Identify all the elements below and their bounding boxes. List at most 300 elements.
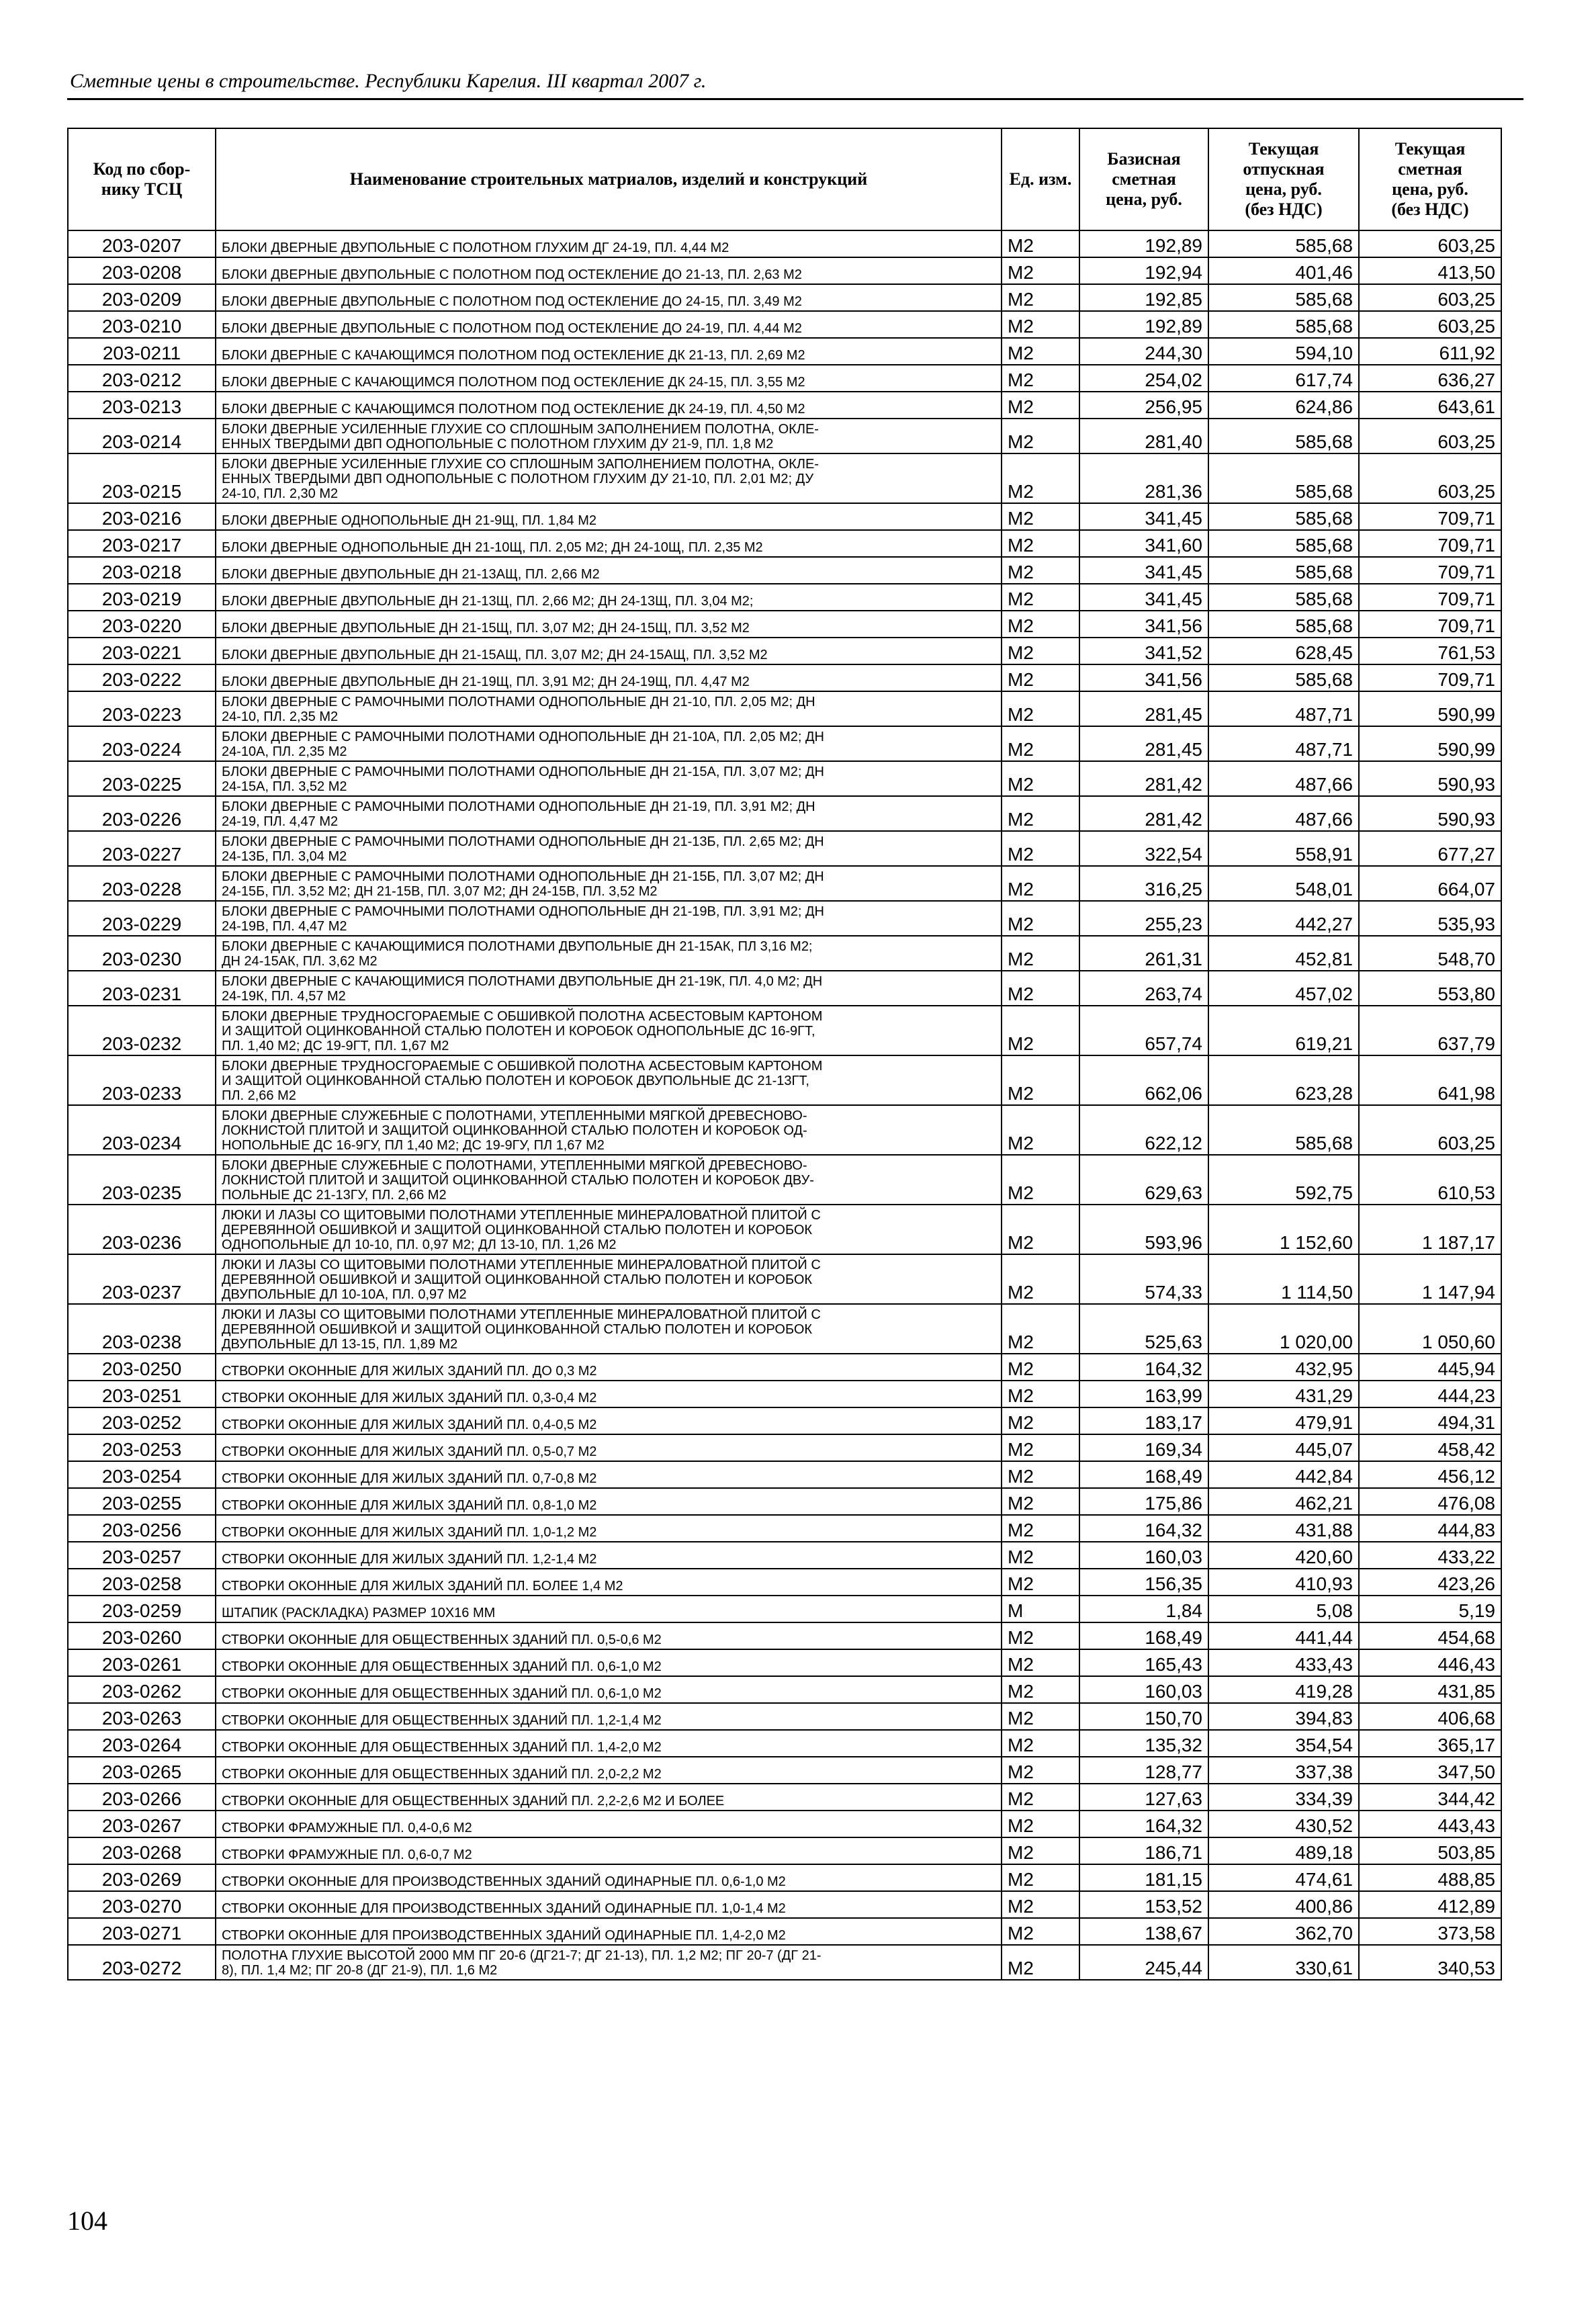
- table-row: [68, 1649, 1501, 1676]
- running-header: Сметные цены в строительстве. Республики Карелия. III квартал 2007 г.: [70, 70, 707, 92]
- table-row: [68, 1254, 1501, 1304]
- row-release-price: 585,68: [1208, 453, 1359, 503]
- row-unit: М2: [1002, 1105, 1079, 1155]
- row-name: ЛЮКИ И ЛАЗЫ СО ЩИТОВЫМИ ПОЛОТНАМИ УТЕПЛЕННЫЕ МИНЕРАЛОВАТНОЙ ПЛИТОЙ С ДЕРЕВЯННОЙ ОБШИВКОЙ И ЗАЩИТОЙ ОЦИНКОВАННОЙ СТАЛЬЮ ПОЛОТЕН И КОРОБОК ДВУПОЛЬНЫЕ ДЛ 13-15, ПЛ. 1,89 М2: [216, 1304, 1002, 1354]
- row-release-price: 619,21: [1208, 1006, 1359, 1055]
- row-unit: М2: [1002, 796, 1079, 831]
- row-name: БЛОКИ ДВЕРНЫЕ УСИЛЕННЫЕ ГЛУХИЕ СО СПЛОШНЫМ ЗАПОЛНЕНИЕМ ПОЛОТНА, ОКЛЕ- ЕННЫХ ТВЕРДЫМИ ДВП ОДНОПОЛЬНЫЕ С ПОЛОТНОМ ГЛУХИМ ДУ 21-9, ПЛ. 1,8 М2: [216, 419, 1002, 453]
- table-row: [68, 1205, 1501, 1254]
- table-row: [68, 901, 1501, 936]
- row-release-price: 420,60: [1208, 1542, 1359, 1569]
- row-name: БЛОКИ ДВЕРНЫЕ С КАЧАЮЩИМСЯ ПОЛОТНОМ ПОД ОСТЕКЛЕНИЕ ДК 24-15, ПЛ. 3,55 М2: [216, 365, 1002, 392]
- row-base-price: 138,67: [1079, 1918, 1208, 1945]
- row-name: СТВОРКИ ОКОННЫЕ ДЛЯ ПРОИЗВОДСТВЕННЫХ ЗДАНИЙ ОДИНАРНЫЕ ПЛ. 1,0-1,4 М2: [216, 1891, 1002, 1918]
- row-code: 203-0257: [68, 1542, 216, 1569]
- row-estimate-price: 553,80: [1359, 971, 1501, 1006]
- row-estimate-price: 423,26: [1359, 1569, 1501, 1596]
- row-code: 203-0234: [68, 1105, 216, 1155]
- row-name: СТВОРКИ ОКОННЫЕ ДЛЯ ЖИЛЫХ ЗДАНИЙ ПЛ. 0,8-1,0 М2: [216, 1488, 1002, 1515]
- row-code: 203-0269: [68, 1864, 216, 1891]
- table-row: [68, 365, 1501, 392]
- table-row: [68, 1461, 1501, 1488]
- row-unit: М2: [1002, 453, 1079, 503]
- row-estimate-price: 641,98: [1359, 1055, 1501, 1105]
- row-base-price: 281,42: [1079, 761, 1208, 796]
- row-base-price: 181,15: [1079, 1864, 1208, 1891]
- row-unit: М2: [1002, 419, 1079, 453]
- table-row: [68, 1354, 1501, 1381]
- row-unit: М2: [1002, 726, 1079, 761]
- row-release-price: 558,91: [1208, 831, 1359, 866]
- column-header-name: Наименование строительных матриалов, изделий и конструкций: [216, 128, 1002, 230]
- row-base-price: 622,12: [1079, 1105, 1208, 1155]
- row-estimate-price: 476,08: [1359, 1488, 1501, 1515]
- row-base-price: 163,99: [1079, 1381, 1208, 1407]
- row-release-price: 410,93: [1208, 1569, 1359, 1596]
- row-release-price: 585,68: [1208, 557, 1359, 584]
- row-unit: М2: [1002, 1434, 1079, 1461]
- row-release-price: 1 114,50: [1208, 1254, 1359, 1304]
- row-code: 203-0216: [68, 503, 216, 530]
- column-header-code: Код по сбор- нику ТСЦ: [68, 128, 216, 230]
- row-name: БЛОКИ ДВЕРНЫЕ СЛУЖЕБНЫЕ С ПОЛОТНАМИ, УТЕПЛЕННЫМИ МЯГКОЙ ДРЕВЕСНОВО- ЛОКНИСТОЙ ПЛИТОЙ И ЗАЩИТОЙ ОЦИНКОВАННОЙ СТАЛЬЮ ПОЛОТЕН И КОРОБОК ОД- НОПОЛЬНЫЕ ДС 16-9ГУ, ПЛ 1,40 М2; ДС 19-9ГУ, ПЛ 1,67 М2: [216, 1105, 1002, 1155]
- table-row: [68, 1434, 1501, 1461]
- row-release-price: 354,54: [1208, 1730, 1359, 1757]
- table-row: [68, 1407, 1501, 1434]
- row-code: 203-0271: [68, 1918, 216, 1945]
- row-release-price: 585,68: [1208, 419, 1359, 453]
- row-release-price: 432,95: [1208, 1354, 1359, 1381]
- row-unit: М2: [1002, 1055, 1079, 1105]
- row-base-price: 341,45: [1079, 503, 1208, 530]
- row-base-price: 150,70: [1079, 1703, 1208, 1730]
- row-base-price: 341,56: [1079, 611, 1208, 638]
- row-base-price: 164,32: [1079, 1354, 1208, 1381]
- row-release-price: 489,18: [1208, 1837, 1359, 1864]
- row-unit: М2: [1002, 1515, 1079, 1542]
- row-release-price: 585,68: [1208, 611, 1359, 638]
- row-base-price: 160,03: [1079, 1542, 1208, 1569]
- row-estimate-price: 446,43: [1359, 1649, 1501, 1676]
- table-row: [68, 1945, 1501, 1980]
- row-release-price: 401,46: [1208, 257, 1359, 284]
- row-base-price: 261,31: [1079, 936, 1208, 971]
- row-estimate-price: 5,19: [1359, 1596, 1501, 1622]
- table-row: [68, 1730, 1501, 1757]
- table-row: [68, 1055, 1501, 1105]
- row-name: БЛОКИ ДВЕРНЫЕ ДВУПОЛЬНЫЕ ДН 21-13Щ, ПЛ. 2,66 М2; ДН 24-13Щ, ПЛ. 3,04 М2;: [216, 584, 1002, 611]
- table-row: [68, 503, 1501, 530]
- row-estimate-price: 709,71: [1359, 584, 1501, 611]
- row-base-price: 281,40: [1079, 419, 1208, 453]
- row-estimate-price: 1 187,17: [1359, 1205, 1501, 1254]
- row-release-price: 337,38: [1208, 1757, 1359, 1784]
- row-unit: М2: [1002, 1676, 1079, 1703]
- table-row: [68, 726, 1501, 761]
- row-name: СТВОРКИ ОКОННЫЕ ДЛЯ ОБЩЕСТВЕННЫХ ЗДАНИЙ ПЛ. 1,4-2,0 М2: [216, 1730, 1002, 1757]
- row-release-price: 585,68: [1208, 530, 1359, 557]
- row-name: БЛОКИ ДВЕРНЫЕ ДВУПОЛЬНЫЕ С ПОЛОТНОМ ПОД ОСТЕКЛЕНИЕ ДО 21-13, ПЛ. 2,63 М2: [216, 257, 1002, 284]
- row-name: БЛОКИ ДВЕРНЫЕ ДВУПОЛЬНЫЕ ДН 21-13АЩ, ПЛ. 2,66 М2: [216, 557, 1002, 584]
- row-base-price: 574,33: [1079, 1254, 1208, 1304]
- table-header-row: [68, 128, 1501, 230]
- row-unit: М2: [1002, 611, 1079, 638]
- table-row: [68, 664, 1501, 691]
- row-code: 203-0214: [68, 419, 216, 453]
- row-estimate-price: 373,58: [1359, 1918, 1501, 1945]
- row-base-price: 183,17: [1079, 1407, 1208, 1434]
- row-unit: М2: [1002, 1006, 1079, 1055]
- row-release-price: 462,21: [1208, 1488, 1359, 1515]
- row-unit: М2: [1002, 1891, 1079, 1918]
- row-name: СТВОРКИ ОКОННЫЕ ДЛЯ ЖИЛЫХ ЗДАНИЙ ПЛ. 0,4-0,5 М2: [216, 1407, 1002, 1434]
- row-release-price: 430,52: [1208, 1811, 1359, 1837]
- row-base-price: 322,54: [1079, 831, 1208, 866]
- row-base-price: 281,42: [1079, 796, 1208, 831]
- table-row: [68, 1569, 1501, 1596]
- row-estimate-price: 458,42: [1359, 1434, 1501, 1461]
- row-unit: М2: [1002, 1649, 1079, 1676]
- table-row: [68, 338, 1501, 365]
- row-release-price: 474,61: [1208, 1864, 1359, 1891]
- table-row: [68, 1105, 1501, 1155]
- row-release-price: 441,44: [1208, 1622, 1359, 1649]
- row-code: 203-0225: [68, 761, 216, 796]
- row-unit: М2: [1002, 1703, 1079, 1730]
- row-code: 203-0209: [68, 284, 216, 311]
- row-base-price: 168,49: [1079, 1622, 1208, 1649]
- row-estimate-price: 347,50: [1359, 1757, 1501, 1784]
- row-release-price: 487,71: [1208, 691, 1359, 726]
- row-unit: М2: [1002, 1784, 1079, 1811]
- row-name: СТВОРКИ ОКОННЫЕ ДЛЯ ОБЩЕСТВЕННЫХ ЗДАНИЙ ПЛ. 0,6-1,0 М2: [216, 1649, 1002, 1676]
- row-estimate-price: 340,53: [1359, 1945, 1501, 1980]
- row-release-price: 5,08: [1208, 1596, 1359, 1622]
- row-code: 203-0266: [68, 1784, 216, 1811]
- row-estimate-price: 643,61: [1359, 392, 1501, 419]
- row-estimate-price: 535,93: [1359, 901, 1501, 936]
- row-estimate-price: 454,68: [1359, 1622, 1501, 1649]
- row-name: БЛОКИ ДВЕРНЫЕ С КАЧАЮЩИМСЯ ПОЛОТНОМ ПОД ОСТЕКЛЕНИЕ ДК 21-13, ПЛ. 2,69 М2: [216, 338, 1002, 365]
- row-code: 203-0218: [68, 557, 216, 584]
- row-code: 203-0261: [68, 1649, 216, 1676]
- row-code: 203-0228: [68, 866, 216, 901]
- row-estimate-price: 603,25: [1359, 284, 1501, 311]
- row-estimate-price: 590,99: [1359, 726, 1501, 761]
- row-release-price: 585,68: [1208, 1105, 1359, 1155]
- row-unit: М2: [1002, 1622, 1079, 1649]
- row-unit: М2: [1002, 1381, 1079, 1407]
- row-name: СТВОРКИ ОКОННЫЕ ДЛЯ ЖИЛЫХ ЗДАНИЙ ПЛ. 1,0-1,2 М2: [216, 1515, 1002, 1542]
- row-unit: М2: [1002, 392, 1079, 419]
- row-estimate-price: 709,71: [1359, 503, 1501, 530]
- row-estimate-price: 1 147,94: [1359, 1254, 1501, 1304]
- table-row: [68, 584, 1501, 611]
- row-release-price: 445,07: [1208, 1434, 1359, 1461]
- row-unit: М2: [1002, 1155, 1079, 1205]
- row-estimate-price: 709,71: [1359, 664, 1501, 691]
- row-base-price: 156,35: [1079, 1569, 1208, 1596]
- row-unit: М2: [1002, 257, 1079, 284]
- row-unit: М2: [1002, 530, 1079, 557]
- row-unit: М2: [1002, 936, 1079, 971]
- header-rule: [67, 98, 1523, 100]
- row-name: БЛОКИ ДВЕРНЫЕ УСИЛЕННЫЕ ГЛУХИЕ СО СПЛОШНЫМ ЗАПОЛНЕНИЕМ ПОЛОТНА, ОКЛЕ- ЕННЫХ ТВЕРДЫМИ ДВП ОДНОПОЛЬНЫЕ С ПОЛОТНОМ ГЛУХИМ ДУ 21-10, ПЛ. 2,01 М2; ДУ 24-10, ПЛ. 2,30 М2: [216, 453, 1002, 503]
- row-release-price: 592,75: [1208, 1155, 1359, 1205]
- row-estimate-price: 412,89: [1359, 1891, 1501, 1918]
- row-release-price: 452,81: [1208, 936, 1359, 971]
- row-code: 203-0231: [68, 971, 216, 1006]
- row-base-price: 341,45: [1079, 584, 1208, 611]
- row-code: 203-0229: [68, 901, 216, 936]
- row-unit: М2: [1002, 230, 1079, 257]
- row-unit: М2: [1002, 638, 1079, 664]
- row-estimate-price: 433,22: [1359, 1542, 1501, 1569]
- row-release-price: 585,68: [1208, 503, 1359, 530]
- row-estimate-price: 611,92: [1359, 338, 1501, 365]
- row-release-price: 431,29: [1208, 1381, 1359, 1407]
- row-release-price: 330,61: [1208, 1945, 1359, 1980]
- row-estimate-price: 494,31: [1359, 1407, 1501, 1434]
- table-row: [68, 1864, 1501, 1891]
- row-unit: М2: [1002, 557, 1079, 584]
- row-name: БЛОКИ ДВЕРНЫЕ С КАЧАЮЩИМСЯ ПОЛОТНОМ ПОД ОСТЕКЛЕНИЕ ДК 24-19, ПЛ. 4,50 М2: [216, 392, 1002, 419]
- table-row: [68, 1515, 1501, 1542]
- row-estimate-price: 664,07: [1359, 866, 1501, 901]
- row-unit: М2: [1002, 284, 1079, 311]
- column-header-estimate-price: Текущая сметная цена, руб. (без НДС): [1359, 128, 1501, 230]
- row-code: 203-0233: [68, 1055, 216, 1105]
- row-name: ЛЮКИ И ЛАЗЫ СО ЩИТОВЫМИ ПОЛОТНАМИ УТЕПЛЕННЫЕ МИНЕРАЛОВАТНОЙ ПЛИТОЙ С ДЕРЕВЯННОЙ ОБШИВКОЙ И ЗАЩИТОЙ ОЦИНКОВАННОЙ СТАЛЬЮ ПОЛОТЕН И КОРОБОК ОДНОПОЛЬНЫЕ ДЛ 10-10, ПЛ. 0,97 М2; ДЛ 13-10, ПЛ. 1,26 М2: [216, 1205, 1002, 1254]
- row-code: 203-0260: [68, 1622, 216, 1649]
- row-estimate-price: 761,53: [1359, 638, 1501, 664]
- row-unit: М2: [1002, 1254, 1079, 1304]
- row-estimate-price: 548,70: [1359, 936, 1501, 971]
- row-unit: М2: [1002, 1461, 1079, 1488]
- row-base-price: 1,84: [1079, 1596, 1208, 1622]
- row-estimate-price: 444,83: [1359, 1515, 1501, 1542]
- row-name: СТВОРКИ ОКОННЫЕ ДЛЯ ОБЩЕСТВЕННЫХ ЗДАНИЙ ПЛ. 2,0-2,2 М2: [216, 1757, 1002, 1784]
- row-base-price: 341,60: [1079, 530, 1208, 557]
- row-base-price: 341,56: [1079, 664, 1208, 691]
- row-name: БЛОКИ ДВЕРНЫЕ ДВУПОЛЬНЫЕ С ПОЛОТНОМ ПОД ОСТЕКЛЕНИЕ ДО 24-15, ПЛ. 3,49 М2: [216, 284, 1002, 311]
- row-code: 203-0264: [68, 1730, 216, 1757]
- row-name: СТВОРКИ ФРАМУЖНЫЕ ПЛ. 0,6-0,7 М2: [216, 1837, 1002, 1864]
- row-release-price: 624,86: [1208, 392, 1359, 419]
- row-name: БЛОКИ ДВЕРНЫЕ С РАМОЧНЫМИ ПОЛОТНАМИ ОДНОПОЛЬНЫЕ ДН 21-10, ПЛ. 2,05 М2; ДН 24-10, ПЛ. 2,35 М2: [216, 691, 1002, 726]
- row-unit: М2: [1002, 664, 1079, 691]
- table-row: [68, 453, 1501, 503]
- row-base-price: 341,52: [1079, 638, 1208, 664]
- row-name: СТВОРКИ ОКОННЫЕ ДЛЯ ОБЩЕСТВЕННЫХ ЗДАНИЙ ПЛ. 0,6-1,0 М2: [216, 1676, 1002, 1703]
- row-name: БЛОКИ ДВЕРНЫЕ С КАЧАЮЩИМИСЯ ПОЛОТНАМИ ДВУПОЛЬНЫЕ ДН 21-19К, ПЛ. 4,0 М2; ДН 24-19К, ПЛ. 4,57 М2: [216, 971, 1002, 1006]
- row-code: 203-0270: [68, 1891, 216, 1918]
- row-estimate-price: 636,27: [1359, 365, 1501, 392]
- row-estimate-price: 488,85: [1359, 1864, 1501, 1891]
- table-row: [68, 1918, 1501, 1945]
- row-unit: М2: [1002, 1205, 1079, 1254]
- row-code: 203-0208: [68, 257, 216, 284]
- row-code: 203-0237: [68, 1254, 216, 1304]
- row-estimate-price: 603,25: [1359, 419, 1501, 453]
- row-name: СТВОРКИ ОКОННЫЕ ДЛЯ ЖИЛЫХ ЗДАНИЙ ПЛ. БОЛЕЕ 1,4 М2: [216, 1569, 1002, 1596]
- row-estimate-price: 603,25: [1359, 453, 1501, 503]
- row-code: 203-0268: [68, 1837, 216, 1864]
- row-name: ЛЮКИ И ЛАЗЫ СО ЩИТОВЫМИ ПОЛОТНАМИ УТЕПЛЕННЫЕ МИНЕРАЛОВАТНОЙ ПЛИТОЙ С ДЕРЕВЯННОЙ ОБШИВКОЙ И ЗАЩИТОЙ ОЦИНКОВАННОЙ СТАЛЬЮ ПОЛОТЕН И КОРОБОК ДВУПОЛЬНЫЕ ДЛ 10-10А, ПЛ. 0,97 М2: [216, 1254, 1002, 1304]
- row-estimate-price: 603,25: [1359, 230, 1501, 257]
- row-name: СТВОРКИ ОКОННЫЕ ДЛЯ ЖИЛЫХ ЗДАНИЙ ПЛ. 0,5-0,7 М2: [216, 1434, 1002, 1461]
- table-row: [68, 1757, 1501, 1784]
- row-name: БЛОКИ ДВЕРНЫЕ С РАМОЧНЫМИ ПОЛОТНАМИ ОДНОПОЛЬНЫЕ ДН 21-15Б, ПЛ. 3,07 М2; ДН 24-15Б, ПЛ. 3,52 М2; ДН 21-15В, ПЛ. 3,07 М2; ДН 24-15В, ПЛ. 3,52 М2: [216, 866, 1002, 901]
- row-estimate-price: 637,79: [1359, 1006, 1501, 1055]
- row-unit: М2: [1002, 1918, 1079, 1945]
- row-name: БЛОКИ ДВЕРНЫЕ ОДНОПОЛЬНЫЕ ДН 21-9Щ, ПЛ. 1,84 М2: [216, 503, 1002, 530]
- row-base-price: 256,95: [1079, 392, 1208, 419]
- row-code: 203-0220: [68, 611, 216, 638]
- table-row: [68, 1676, 1501, 1703]
- row-release-price: 585,68: [1208, 664, 1359, 691]
- row-unit: М2: [1002, 971, 1079, 1006]
- table-row: [68, 611, 1501, 638]
- row-name: БЛОКИ ДВЕРНЫЕ ДВУПОЛЬНЫЕ С ПОЛОТНОМ ГЛУХИМ ДГ 24-19, ПЛ. 4,44 М2: [216, 230, 1002, 257]
- row-code: 203-0211: [68, 338, 216, 365]
- row-name: БЛОКИ ДВЕРНЫЕ ТРУДНОСГОРАЕМЫЕ С ОБШИВКОЙ ПОЛОТНА АСБЕСТОВЫМ КАРТОНОМ И ЗАЩИТОЙ ОЦИНКОВАННОЙ СТАЛЬЮ ПОЛОТЕН И КОРОБОК ДВУПОЛЬНЫЕ ДС 21-13ГТ, ПЛ. 2,66 М2: [216, 1055, 1002, 1105]
- row-name: БЛОКИ ДВЕРНЫЕ С РАМОЧНЫМИ ПОЛОТНАМИ ОДНОПОЛЬНЫЕ ДН 21-19, ПЛ. 3,91 М2; ДН 24-19, ПЛ. 4,47 М2: [216, 796, 1002, 831]
- row-unit: М2: [1002, 1569, 1079, 1596]
- row-base-price: 175,86: [1079, 1488, 1208, 1515]
- row-code: 203-0251: [68, 1381, 216, 1407]
- table-row: [68, 1703, 1501, 1730]
- row-release-price: 394,83: [1208, 1703, 1359, 1730]
- table-body: [68, 230, 1501, 1980]
- row-base-price: 192,89: [1079, 311, 1208, 338]
- row-code: 203-0221: [68, 638, 216, 664]
- row-release-price: 442,27: [1208, 901, 1359, 936]
- column-header-base-price: Базисная сметная цена, руб.: [1079, 128, 1208, 230]
- row-unit: М2: [1002, 866, 1079, 901]
- table-row: [68, 1596, 1501, 1622]
- row-code: 203-0252: [68, 1407, 216, 1434]
- row-release-price: 1 020,00: [1208, 1304, 1359, 1354]
- row-release-price: 362,70: [1208, 1918, 1359, 1945]
- row-name: СТВОРКИ ОКОННЫЕ ДЛЯ ПРОИЗВОДСТВЕННЫХ ЗДАНИЙ ОДИНАРНЫЕ ПЛ. 0,6-1,0 М2: [216, 1864, 1002, 1891]
- row-base-price: 525,63: [1079, 1304, 1208, 1354]
- row-base-price: 281,45: [1079, 691, 1208, 726]
- row-code: 203-0262: [68, 1676, 216, 1703]
- row-code: 203-0267: [68, 1811, 216, 1837]
- row-release-price: 585,68: [1208, 311, 1359, 338]
- row-release-price: 433,43: [1208, 1649, 1359, 1676]
- row-estimate-price: 709,71: [1359, 557, 1501, 584]
- row-name: СТВОРКИ ОКОННЫЕ ДЛЯ ЖИЛЫХ ЗДАНИЙ ПЛ. ДО 0,3 М2: [216, 1354, 1002, 1381]
- table-row: [68, 691, 1501, 726]
- row-release-price: 585,68: [1208, 230, 1359, 257]
- row-release-price: 487,66: [1208, 761, 1359, 796]
- row-estimate-price: 431,85: [1359, 1676, 1501, 1703]
- row-base-price: 153,52: [1079, 1891, 1208, 1918]
- row-estimate-price: 590,93: [1359, 796, 1501, 831]
- row-code: 203-0230: [68, 936, 216, 971]
- row-code: 203-0265: [68, 1757, 216, 1784]
- row-unit: М2: [1002, 365, 1079, 392]
- row-name: БЛОКИ ДВЕРНЫЕ ДВУПОЛЬНЫЕ ДН 21-19Щ, ПЛ. 3,91 М2; ДН 24-19Щ, ПЛ. 4,47 М2: [216, 664, 1002, 691]
- row-unit: М2: [1002, 1864, 1079, 1891]
- row-code: 203-0238: [68, 1304, 216, 1354]
- row-code: 203-0217: [68, 530, 216, 557]
- row-estimate-price: 456,12: [1359, 1461, 1501, 1488]
- row-release-price: 479,91: [1208, 1407, 1359, 1434]
- row-base-price: 186,71: [1079, 1837, 1208, 1864]
- row-release-price: 457,02: [1208, 971, 1359, 1006]
- row-release-price: 623,28: [1208, 1055, 1359, 1105]
- row-estimate-price: 443,43: [1359, 1811, 1501, 1837]
- row-release-price: 548,01: [1208, 866, 1359, 901]
- row-base-price: 281,36: [1079, 453, 1208, 503]
- row-unit: М2: [1002, 761, 1079, 796]
- row-base-price: 169,34: [1079, 1434, 1208, 1461]
- table-row: [68, 971, 1501, 1006]
- row-unit: М2: [1002, 1811, 1079, 1837]
- row-release-price: 487,71: [1208, 726, 1359, 761]
- row-base-price: 593,96: [1079, 1205, 1208, 1254]
- table-row: [68, 1837, 1501, 1864]
- table-row: [68, 1381, 1501, 1407]
- row-code: 203-0259: [68, 1596, 216, 1622]
- row-estimate-price: 445,94: [1359, 1354, 1501, 1381]
- table-row: [68, 1006, 1501, 1055]
- row-estimate-price: 503,85: [1359, 1837, 1501, 1864]
- row-base-price: 657,74: [1079, 1006, 1208, 1055]
- row-name: БЛОКИ ДВЕРНЫЕ СЛУЖЕБНЫЕ С ПОЛОТНАМИ, УТЕПЛЕННЫМИ МЯГКОЙ ДРЕВЕСНОВО- ЛОКНИСТОЙ ПЛИТОЙ И ЗАЩИТОЙ ОЦИНКОВАННОЙ СТАЛЬЮ ПОЛОТЕН И КОРОБОК ДВУ- ПОЛЬНЫЕ ДС 21-13ГУ, ПЛ. 2,66 М2: [216, 1155, 1002, 1205]
- row-base-price: 244,30: [1079, 338, 1208, 365]
- column-header-unit: Ед. изм.: [1002, 128, 1079, 230]
- row-code: 203-0236: [68, 1205, 216, 1254]
- table-row: [68, 392, 1501, 419]
- row-unit: М2: [1002, 1542, 1079, 1569]
- row-code: 203-0226: [68, 796, 216, 831]
- row-release-price: 594,10: [1208, 338, 1359, 365]
- row-code: 203-0224: [68, 726, 216, 761]
- row-code: 203-0235: [68, 1155, 216, 1205]
- row-unit: М2: [1002, 1837, 1079, 1864]
- row-unit: М2: [1002, 338, 1079, 365]
- row-estimate-price: 709,71: [1359, 611, 1501, 638]
- row-estimate-price: 590,99: [1359, 691, 1501, 726]
- row-name: БЛОКИ ДВЕРНЫЕ ДВУПОЛЬНЫЕ С ПОЛОТНОМ ПОД ОСТЕКЛЕНИЕ ДО 24-19, ПЛ. 4,44 М2: [216, 311, 1002, 338]
- row-unit: М2: [1002, 1945, 1079, 1980]
- row-release-price: 585,68: [1208, 284, 1359, 311]
- row-code: 203-0256: [68, 1515, 216, 1542]
- row-release-price: 585,68: [1208, 584, 1359, 611]
- row-release-price: 431,88: [1208, 1515, 1359, 1542]
- row-unit: М2: [1002, 1304, 1079, 1354]
- column-header-release-price: Текущая отпускная цена, руб. (без НДС): [1208, 128, 1359, 230]
- row-estimate-price: 406,68: [1359, 1703, 1501, 1730]
- row-base-price: 316,25: [1079, 866, 1208, 901]
- row-code: 203-0222: [68, 664, 216, 691]
- row-unit: М: [1002, 1596, 1079, 1622]
- row-unit: М2: [1002, 691, 1079, 726]
- row-code: 203-0210: [68, 311, 216, 338]
- row-name: СТВОРКИ ОКОННЫЕ ДЛЯ ОБЩЕСТВЕННЫХ ЗДАНИЙ ПЛ. 2,2-2,6 М2 И БОЛЕЕ: [216, 1784, 1002, 1811]
- table-row: [68, 419, 1501, 453]
- row-code: 203-0255: [68, 1488, 216, 1515]
- table-row: [68, 866, 1501, 901]
- row-code: 203-0227: [68, 831, 216, 866]
- row-base-price: 127,63: [1079, 1784, 1208, 1811]
- row-name: БЛОКИ ДВЕРНЫЕ ОДНОПОЛЬНЫЕ ДН 21-10Щ, ПЛ. 2,05 М2; ДН 24-10Щ, ПЛ. 2,35 М2: [216, 530, 1002, 557]
- row-release-price: 487,66: [1208, 796, 1359, 831]
